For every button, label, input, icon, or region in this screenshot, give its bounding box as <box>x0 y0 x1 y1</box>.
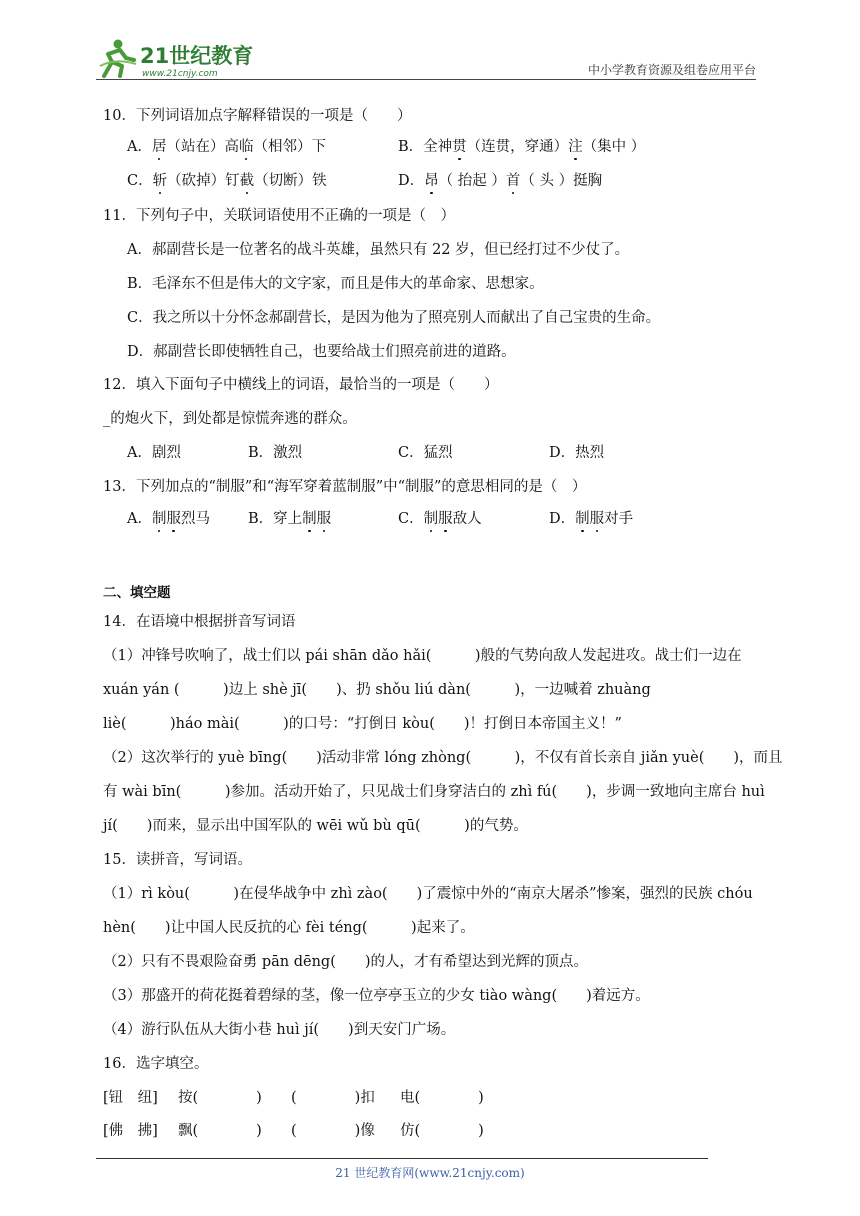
q16-row1-group: [钮 纽] <box>103 1090 158 1106</box>
q13-option-a: A．制服烈马 <box>127 511 210 527</box>
q10-stem: 10．下列词语加点字解释错误的一项是（ ） <box>103 108 412 124</box>
q16-row1-word1: 按( ) <box>178 1090 262 1106</box>
q11-stem: 11．下列句子中，关联词语使用不正确的一项是（ ） <box>103 208 455 224</box>
section-title-fill-in: 二、填空题 <box>103 585 171 601</box>
q11-option-a: A．郝副营长是一位著名的战斗英雄，虽然只有 22 岁，但已经打过不少仗了。 <box>127 242 630 258</box>
q13-option-b: B．穿上制服 <box>248 511 332 527</box>
q15-line-3: （2）只有不畏艰险奋勇 pān dēng( )的人，才有希望达到光辉的顶点。 <box>103 954 589 970</box>
q16-row2-word3: 仿( ) <box>400 1123 484 1139</box>
q15-stem: 15．读拼音，写词语。 <box>103 852 252 868</box>
q14-stem: 14．在语境中根据拼音写词语 <box>103 614 296 630</box>
q12-option-d: D．热烈 <box>549 445 605 461</box>
site-logo <box>96 36 266 80</box>
q13-option-d: D．制服对手 <box>549 511 634 527</box>
q15-line-1: （1）rì kòu( )在侵华战争中 zhì zào( )了震惊中外的“南京大屠杀”惨案，强烈的民族 chóu <box>103 886 753 902</box>
q13-stem: 13．下列加点的“制服”和“海军穿着蓝制服”中“制服”的意思相同的是（ ） <box>103 479 587 495</box>
q10-option-b: B．全神贯（连贯，穿通）注（集中 ） <box>398 139 646 155</box>
q13-option-c: C．制服敌人 <box>398 511 482 527</box>
q14-line-4: （2）这次举行的 yuè bīng( )活动非常 lóng zhòng( )，不仅有首长亲自 jiǎn yuè( )，而且 <box>103 750 783 766</box>
logo-text: 21世纪教育 <box>140 44 254 68</box>
q10-option-a: A．居（站在）高临（相邻）下 <box>127 139 326 155</box>
q16-row2-word1: 飘( ) <box>178 1123 262 1139</box>
q15-line-4: （3）那盛开的荷花挺着碧绿的茎，像一位亭亭玉立的少女 tiào wàng( )着远方。 <box>103 988 650 1004</box>
q14-line-3: liè( )háo mài( )的口号：“打倒日 kòu( )！打倒日本帝国主义！” <box>103 716 622 732</box>
q11-option-b: B．毛泽东不但是伟大的文字家，而且是伟大的革命家、思想家。 <box>127 276 544 292</box>
footer-text: 21 世纪教育网(www.21cnjy.com) <box>335 1166 525 1180</box>
q15-line-5: （4）游行队伍从大街小巷 huì jí( )到天安门广场。 <box>103 1022 456 1038</box>
logo-url: www.21cnjy.com <box>142 69 218 79</box>
header-divider <box>96 79 756 80</box>
q14-line-1: （1）冲锋号吹响了，战士们以 pái shān dǎo hǎi( )般的气势向敌人发起进攻。战士们一边在 <box>103 648 742 664</box>
q14-line-6: jí( )而来，显示出中国军队的 wēi wǔ bù qū( )的气势。 <box>103 818 528 834</box>
footer-divider <box>96 1158 708 1159</box>
platform-name: 中小学教育资源及组卷应用平台 <box>587 63 756 77</box>
q12-option-a: A．剧烈 <box>127 445 181 461</box>
q16-row1-word3: 电( ) <box>400 1090 484 1106</box>
q12-sentence: _的炮火下，到处都是惊慌奔逃的群众。 <box>103 411 357 427</box>
q16-stem: 16．选字填空。 <box>103 1056 209 1072</box>
q15-line-2: hèn( )让中国人民反抗的心 fèi téng( )起来了。 <box>103 920 475 936</box>
q14-line-5: 有 wài bīn( )参加。活动开始了，只见战士们身穿洁白的 zhì fú( )，步调一致地向主席台 huì <box>103 784 765 800</box>
q12-option-b: B．激烈 <box>248 445 303 461</box>
q16-row1-word2: ( )扣 <box>291 1090 375 1106</box>
q11-option-c: C．我之所以十分怀念郝副营长，是因为他为了照亮别人而献出了自己宝贵的生命。 <box>127 310 661 326</box>
q16-row2-word2: ( )像 <box>291 1123 375 1139</box>
q14-line-2: xuán yán ( )边上 shè jī( )、扔 shǒu liú dàn( )，一边喊着 zhuàng <box>103 682 651 698</box>
q16-row2-group: [佛 拂] <box>103 1123 158 1139</box>
q11-option-d: D．郝副营长即使牺牲自己，也要给战士们照亮前进的道路。 <box>127 344 516 360</box>
q12-option-c: C．猛烈 <box>398 445 453 461</box>
q10-option-c: C．斩（砍掉）钉截（切断）铁 <box>127 173 327 189</box>
q10-option-d: D．昂（ 抬起 ）首（ 头 ）挺胸 <box>398 173 603 189</box>
q12-stem: 12．填入下面句子中横线上的词语，最恰当的一项是（ ） <box>103 377 499 393</box>
